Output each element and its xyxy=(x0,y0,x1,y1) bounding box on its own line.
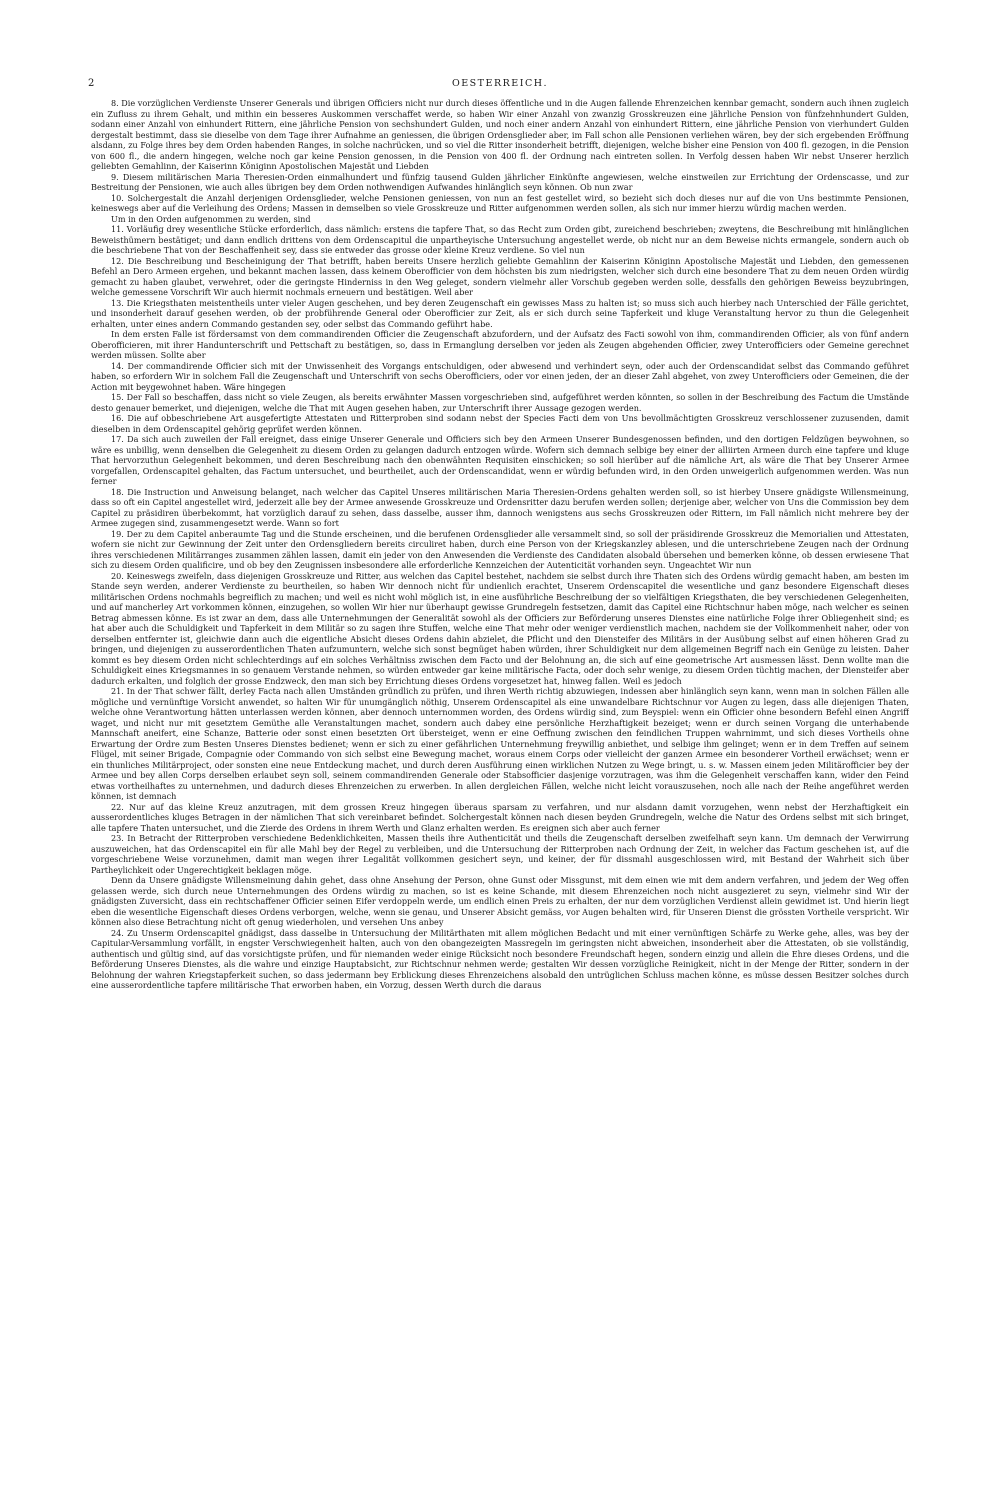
paragraph: 15. Der Fall so beschaffen, dass nicht so viele Zeugen, als bereits erwähnter Massen vorgeschrieben sind, aufgeführet werden könnten, so sollen in der Beschreibung des Factum die Umstände desto genauer bemerket, und diejenigen, welche die That mit Augen gesehen haben, zur Unterschrift ihrer Aussage gezogen werden. xyxy=(91,392,909,413)
paragraph: 10. Solchergestalt die Anzahl derjenigen Ordensglieder, welche Pensionen geniessen, von nun an fest gestellet wird, so bezieht sich doch dieses nur auf die von Uns bestimmte Pensionen, keineswegs aber auf die Verleihung des Ordens; Massen in demselben so viele Grosskreuze und Ritter aufgenommen werden sollen, als sich nur immer hierzu würdig machen werden. xyxy=(91,192,909,213)
page-number: 2 xyxy=(88,78,95,89)
page-header xyxy=(88,78,912,94)
paragraph: 12. Die Beschreibung und Bescheinigung der That betrifft, haben bereits Unsere herzlich geliebte Gemahlinn der Kaiserinn Königinn Apostolische Majestät und Liebden, den gemessenen Befehl an Dero Armeen ergehen, und bekannt machen lassen, dass keinem Oberofficier von dem höchsten bis zum niedrigsten, welcher sich durch eine besondere That zu dem neuen Orden würdig gemacht zu haben glaubet, verwehret, oder die geringste Hinderniss in den Weg geleget, sondern vielmehr aller Vorschub gegeben werden solle, dessfalls den gehörigen Beweiss beyzubringen, welche gemessene Vorschrift Wir auch hiermit nochmals erneuern und bestätigen. Weil aber xyxy=(91,255,909,297)
paragraph: 18. Die Instruction und Anweisung belanget, nach welcher das Capitel Unseres militärischen Maria Theresien-Ordens gehalten werden soll, so ist hierbey Unsere gnädigste Willensmeinung, dass so oft ein Capitel angestellet wird, jederzeit alle bey der Armee anwesende Grosskreuze und Ordensritter dazu berufen werden sollen; derjenige aber, welcher von Uns die Commission bey dem Capitel zu präsidiren überbekommt, hat vorzüglich darauf zu sehen, dass dasselbe, ausser ihm, dannoch wenigstens aus sechs Grosskreuzen oder Rittern, im Fall nämlich nicht mehrere bey der Armee zugegen sind, zusammengesetzt werde. Wann so fort xyxy=(91,486,909,528)
paragraph: 23. In Betracht der Ritterproben verschiedene Bedenklichkeiten, Massen theils ihre Authenticität und theils die Zeugenschaft derselben zweifelhaft seyn kann. Um demnach der Verwirrung auszuweichen, hat das Ordenscapitel ein für alle Mahl bey der Regel zu verbleiben, und die Untersuchung der Ritterproben nach Ordnung der Zeit, in welcher das Factum geschehen ist, auf die vorgeschriebene Weise vorzunehmen, damit man wegen ihrer Legalität vollkommen gesichert seyn, und keiner, der für dissmahl ausgeschlossen wird, mit Bestand der Wahrheit sich über Partheylichkeit oder Ungerechtigkeit beklagen möge. xyxy=(91,833,909,875)
paragraph: 9. Diesem militärischen Maria Theresien-Orden einmalhundert und fünfzig tausend Gulden jährlicher Einkünfte angewiesen, welche einstweilen zur Errichtung der Ordenscasse, und zur Bestreitung der Pensionen, wie auch alles übrigen bey dem Orden nothwendigen Aufwandes hinlänglich seyn können. Ob nun zwar xyxy=(91,171,909,192)
document-body xyxy=(91,98,909,1408)
paragraph: Um in den Orden aufgenommen zu werden, sind xyxy=(111,213,311,224)
paragraph: 22. Nur auf das kleine Kreuz anzutragen, mit dem grossen Kreuz hingegen überaus sparsam zu verfahren, und nur alsdann damit vorzugehen, wenn nebst der Herzhaftigkeit ein ausserordentliches kluges Betragen in der nämlichen That sich vereinbaret befindet. Solchergestalt können nach diesen beyden Grundregeln, welche die Natur des Ordens selbst mit sich bringet, alle tapfere Thaten untersuchet, und die Zierde des Ordens in ihrem Werth und Glanz erhalten werden. Es ereignen sich aber auch ferner xyxy=(91,801,909,833)
paragraph: 24. Zu Unserm Ordenscapitel gnädigst, dass dasselbe in Untersuchung der Militärthaten mit allem möglichen Bedacht und mit einer vernünftigen Schärfe zu Werke gehe, alles, was bey der Capitular-Versammlung vorfällt, in engster Verschwiegenheit halten, auch von den obangezeigten Massregeln im geringsten nicht abweichen, insonderheit aber die Attestaten, ob sie vollständig, authentisch und gültig sind, auf das vorsichtigste prüfen, und für niemanden weder einige Rücksicht noch besondere Freundschaft hegen, sondern einzig und allein die Ehre dieses Ordens, und die Beförderung Unseres Dienstes, als die wahre und einzige Hauptabsicht, zur Richtschnur nehmen werde; gestalten Wir dessen vorzügliche Reinigkeit, nicht in der Menge der Ritter, sondern in der Belohnung der wahren Kriegstapferkeit suchen, so dass jedermann bey Erblickung dieses Ehrenzeichens alsobald den untrüglichen Schluss machen könne, es müsse dessen Besitzer solches durch eine ausserordentliche tapfere militärische That erworben haben, ein Vorzug, dessen Werth durch die daraus xyxy=(91,927,909,990)
paragraph: 20. Keineswegs zweifeln, dass diejenigen Grosskreuze und Ritter, aus welchen das Capitel bestehet, nachdem sie selbst durch ihre Thaten sich des Ordens würdig gemacht haben, am besten im Stande seyn werden, anderer Verdienste zu beurtheilen, so haben Wir dennoch nicht für undienlich erachtet, Unserem Ordenscapitel die wesentliche und ganz besondere Eigenschaft dieses militärischen Ordens nochmahls begreiflich zu machen; und weil es nicht wohl möglich ist, in eine ausführliche Beschreibung der so vielfältigen Kriegsthaten, die bey verschiedenen Gelegenheiten, und auf mancherley Art vorkommen können, einzugehen, so wollen Wir hier nur überhaupt gewisse Grundregeln festsetzen, damit das Capitel eine Richtschnur haben möge, nach welcher es seinen Betrag abmessen könne. Es ist zwar an dem, dass alle Unternehmungen der Generalität sowohl als der Officiers zur Beförderung unseres Dienstes eine natürliche Folge ihrer Obliegenheit sind; es hat aber auch die Schuldigkeit und Tapferkeit in dem Militär so zu sagen ihre Stuffen, welche eine That mehr oder weniger verdienstlich machen, nachdem sie der Vollkommenheit naher, oder von derselben entfernter ist, gleichwie dann auch die eigentliche Absicht dieses Ordens dahin abzielet, die Pflicht und den Diensteifer des Militärs in der Ausübung selbst auf einen höheren Grad zu bringen, und diejenigen zu ausserordentlichen Thaten aufzumuntern, welche sich sonst begnüget haben würden, ihrer Schuldigkeit nur dem allgemeinen Begriff nach ein Genüge zu leisten. Daher kommt es bey diesem Orden nicht schlechterdings auf ein solches Verhältniss zwischen dem Facto und der Belohnung an, die sich auf eine geometrische Art ausmessen lässt. Denn wollte man die Schuldigkeit eines Kriegsmannes in so genauem Verstande nehmen, so würden entweder gar keine militärische Facta, oder doch sehr wenige, zu diesem Orden tüchtig machen, der Diensteifer aber dadurch erkalten, und folglich der grosse Endzweck, den man sich bey Errichtung dieses Ordens vorgesetzet hat, hinweg fallen. Weil es jedoch xyxy=(91,570,909,686)
paragraph: In dem ersten Falle ist fördersamst von dem commandirenden Officier die Zeugenschaft abzufordern, und der Aufsatz des Facti sowohl von ihm, commandirenden Officier, als von fünf andern Oberofficieren, mit ihrer Handunterschrift und Pettschaft zu bestätigen, so, dass in Ermanglung derselben vor jeden als Zeugen abgehenden Officier, zwey Unterofficiers oder Gemeine gerechnet werden müssen. Sollte aber xyxy=(91,329,909,360)
paragraph: 14. Der commandirende Officier sich mit der Unwissenheit des Vorgangs entschuldigen, oder abwesend und verhindert seyn, oder auch der Ordenscandidat selbst das Commando geführet haben, so erfordern Wir in solchem Fall die Zeugenschaft und Unterschrift von sechs Oberofficiers, oder vor einen jeden, der an dieser Zahl abgehet, von zwey Unterofficiers oder Gemeinen, die der Action mit beygewohnet haben. Wäre hingegen xyxy=(91,360,909,392)
paragraph: 16. Die auf obbeschriebene Art ausgefertigte Attestaten und Ritterproben sind sodann nebst der Species Facti dem von Uns bevollmächtigten Grosskreuz verschlossener zuzusenden, damit dieselben in dem Ordenscapitel gehörig geprüfet werden können. xyxy=(91,413,909,434)
paragraph: 8. Die vorzüglichen Verdienste Unserer Generals und übrigen Officiers nicht nur durch dieses öffentliche und in die Augen fallende Ehrenzeichen kennbar gemacht, sondern auch ihnen zugleich ein Zufluss zu ihrem Gehalt, und mithin ein besseres Auskommen verschaffet werde, so haben Wir einer Anzahl von zwanzig Grosskreuzen eine jährliche Pension von fünfzehnhundert Gulden, sodann einer Anzahl von einhundert Rittern, eine jährliche Pension von sechshundert Gulden, und noch einer andern Anzahl von einhundert Rittern, eine jährliche Pension von vierhundert Gulden dergestalt bestimmt, dass sie dieselbe von dem Tage ihrer Aufnahme an geniessen, die übrigen Ordensglieder aber, im Fall schon alle Pensionen verliehen wären, bey der sich ergebenden Eröffnung alsdann, zu Folge ihres bey dem Orden habenden Ranges, in solche nachrücken, und so viel die Ritter insonderheit betrifft, diejenigen, welche bisher eine Pension von 400 fl. gezogen, in die Pension von 600 fl., die andern hingegen, welche noch gar keine Pension genossen, in die Pension von 400 fl. der Ordnung nach eintreten sollen. In Verfolg dessen haben Wir nebst Unserer herzlich geliebten Gemahlinn, der Kaiserinn Königinn Apostolischen Majestät und Liebden xyxy=(91,98,909,171)
paragraph: 13. Die Kriegsthaten meistentheils unter vieler Augen geschehen, und bey deren Zeugenschaft ein gewisses Mass zu halten ist; so muss sich auch hierbey nach Unterschied der Fälle gerichtet, und insonderheit darauf gesehen werden, ob der probführende General oder Oberofficier zur Zeit, als er sich durch seine Tapferkeit und kluge Veranstaltung hervor zu thun die Gelegenheit erhalten, unter eines andern Commando gestanden sey, oder selbst das Commando geführt habe. xyxy=(91,297,909,329)
paragraph: 11. Vorläufig drey wesentliche Stücke erforderlich, dass nämlich: erstens die tapfere That, so das Recht zum Orden gibt, zureichend beschrieben; zweytens, die Beschreibung mit hinlänglichen Beweisthümern bestätiget; und dann endlich drittens von dem Ordenscapitul die unpartheyische Untersuchung angestellet werde, ob nicht nur an dem Beweise nichts ermangele, sondern auch ob die beschriebene That von der Beschaffenheit sey, dass sie entweder das grosse oder kleine Kreuz verdiene. So viel nun xyxy=(91,224,909,255)
paragraph: 17. Da sich auch zuweilen der Fall ereignet, dass einige Unserer Generale und Officiers sich bey den Armeen Unserer Bundesgenossen befinden, und den dortigen Feldzügen beywohnen, so wäre es unbillig, wenn denselben die Gelegenheit zu diesem Orden zu gelangen dadurch entzogen würde. Wofern sich demnach selbige bey einer der alliirten Armeen durch eine tapfere und kluge That hervorzuthun Gelegenheit bekommen, und deren Beschreibung nach den obenwähnten Requisiten einschicken; so soll hierüber auf die nämliche Art, als wäre die That bey Unserer Armee vorgefallen, Ordenscapitel gehalten, das Factum untersuchet, und beurtheilet, auch der Ordenscandidat, wenn er würdig befunden wird, in den Orden unweigerlich aufgenommen werden. Was nun ferner xyxy=(91,434,909,486)
paragraph: Denn da Unsere gnädigste Willensmeinung dahin gehet, dass ohne Ansehung der Person, ohne Gunst oder Missgunst, mit dem einen wie mit dem andern verfahren, und jedem der Weg offen gelassen werde, sich durch neue Unternehmungen des Ordens würdig zu machen, so ist es keine Schande, mit diesem Ehrenzeichen noch nicht ausgezieret zu seyn, vielmehr sind Wir der gnädigsten Zuversicht, dass ein rechtschaffener Officier seinen Eifer verdoppeln werde, um endlich einen Preis zu erhalten, der nur dem vorzüglichen Verdienst allein gewidmet ist. Und hierin liegt eben die wesentliche Eigenschaft dieses Ordens verborgen, welche, wenn sie genau, und Unserer Absicht gemäss, vor Augen behalten wird, für Unseren Dienst die grössten Vortheile verspricht. Wir können also diese Betrachtung nicht oft genug wiederholen, und versehen Uns anbey xyxy=(91,875,909,927)
paragraph: 19. Der zu dem Capitel anberaumte Tag und die Stunde erscheinen, und die berufenen Ordensglieder alle versammelt sind, so soll der präsidirende Grosskreuz die Memorialien und Attestaten, wofern sie nicht zur Gewinnung der Zeit unter den Ordensgliedern bereits circuliret haben, durch eine Person von der Kriegskanzley ablesen, und die unterschriebene Zeugen nach der Ordnung ihres verschiedenen Militärranges zusammen zählen lassen, damit ein jeder von den Anwesenden die Verdienste des Candidaten alsobald übersehen und bemerken könne, ob dessen erwiesene That sich zu diesem Orden qualificire, und ob bey den Zeugnissen insbesondere alle erforderliche Kennzeichen der Autenticität vorhanden seyn. Ungeachtet Wir nun xyxy=(91,528,909,570)
running-head: OESTERREICH. xyxy=(451,78,549,89)
paragraph: 21. In der That schwer fällt, derley Facta nach allen Umständen gründlich zu prüfen, und ihren Werth richtig abzuwiegen, indessen aber hinlänglich seyn kann, wenn man in solchen Fällen alle mögliche und vernünftige Vorsicht anwendet, so halten Wir für unumgänglich nöthig, Unserem Ordenscapitel als eine unwandelbare Richtschnur vor Augen zu legen, dass alle diejenigen Thaten, welche ohne Verantwortung hätten unterlassen werden können, aber dennoch unternommen worden, des Ordens würdig sind, zum Beyspiel: wenn ein Officier ohne besondern Befehl einen Angriff waget, und nicht nur mit gesetztem Gemüthe alle Veranstaltungen machet, sondern auch dabey eine persönliche Herzhaftigkeit bezeiget; wenn er durch seinen Vorgang die unterhabende Mannschaft aneifert, eine Schanze, Batterie oder sonst einen besetzten Ort übersteiget, wenn er eine Oeffnung zwischen den feindlichen Truppen wahrnimmt, und sich dieses Vortheils ohne Erwartung der Ordre zum Besten Unseres Dienstes bedienet; wenn er sich zu einer gefährlichen Unternehmung freywillig anbiethet, und selbige ihm gelinget; wenn er in dem Treffen auf seinem Flügel, mit seiner Brigade, Compagnie oder Commando von sich selbst eine Bewegung machet, woraus einem Corps oder vielleicht der ganzen Armee ein besonderer Vortheil erwächset; wenn er ein thunliches Militärproject, oder sonsten eine neue Entdeckung machet, und durch deren Ausführung einen wirklichen Nutzen zu Wege bringt, u. s. w. Massen einem jeden Militärofficier bey der Armee und bey allen Corps derselben erlaubet seyn soll, seinem commandirenden Generale oder Stabsofficier dasjenige vorzutragen, was ihm die Gelegenheit verschaffen kann, wider den Feind etwas vortheilhaftes zu unternehmen, und dadurch dieses Ehrenzeichen zu erwerben. In allen dergleichen Fällen, welche nicht leicht vorauszusehen, noch alle nach der Reihe angeführet werden können, ist demnach xyxy=(91,686,909,801)
